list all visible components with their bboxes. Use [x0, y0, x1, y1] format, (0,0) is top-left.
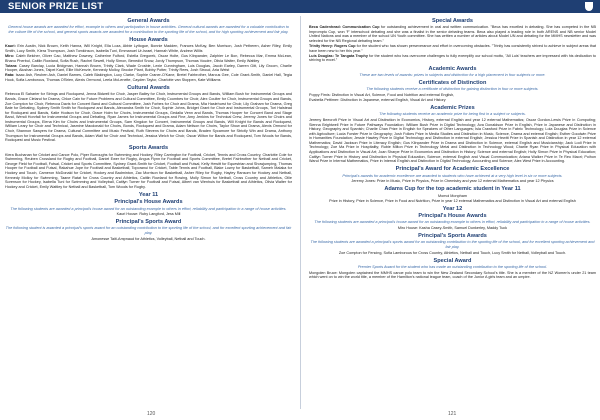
sports-awards-section [5, 145, 292, 189]
house-name: Totara: [5, 63, 18, 68]
house-name: Kauri: [5, 44, 16, 49]
award-name: Beca Cadenhead: Communication Cup [309, 25, 380, 30]
section-heading: Year 11 [138, 191, 159, 198]
house-name: Miro: [5, 53, 15, 58]
house-recipients: Erin Austin, Nick Brown, Keith Hanna, Will Knight, Ella Loza, Abbie Lyttogue, Bonnie Madden, Frances McKay, Ben Morrison, Josh Petheren, Asher Riley, Emily Smith, Lucy Smith, Kiera Thompson, Josh Tomkinson, Isabella Tuni, Emmanuel Ur-Israel, Hannah White, Andrew Willis [5, 44, 292, 53]
adams-cup-section [309, 186, 596, 203]
section-heading: Cultural Awards [127, 85, 170, 92]
year-11-section [5, 192, 292, 217]
general-awards-section [5, 18, 292, 34]
subsection-heading: Principal's House Awards [418, 213, 487, 220]
cultural-recipients: Rebecca El Saharier for Strings and Rockquest, Jenna Bidwell for Choir, Jasper Bailey for Choir, Instrumental Groups and Bands, William Bush for Instrumental Groups and Bands, Grace Cleland for Drama, Chloe Cain for Future Problems and Cultural Committee, Emily Coombes for Choir, Alex Coulter for Choir, Instrumental Groups and Bands, Zoe Compton for Choir, Rebecca Davis for Concert Band and Cultural Committee, Josh Forbes for Choir and Drama, Mia Haslehurst for Choir, Lily Graham for Drama, Greg Bate for Debating, Sydney Smith Smith for Rockquest and Bands, Alexandra Smith for Choir, Sophie Johns, Bridget Grant for Choir and Instrumental Groups, Tori Halstead for Rockquest and Bands, Katie Hodson for Choir, Grace Holm for Choirs, Instrumental Groups, Gedalia Venn and Bands, Thomas Hooper for Concert Band and Stage Band, Wendi Horvfall for Instrumental Groups and Debating, Ryan James for Instrumental Groups and Fine, Amy Jenkins for Technical Crew, Jeremy Jones for Choirs and Instrumental Groups, Elena Kim for Choirs and Instrumental Groups, Sam Kingdon for Concert, Instrumental Groups and Bands, Will Knight for Bands and Rockquest, William Leary for Choir and Technical, Jasmine Macdonald for Choirs, Bonds, Rockquest and Drama, Adam Neilson for Choirs, Taylor Show and Drama, Alexis Ormond for Choir, Shannon Sawyers for Drama, Cultural Committee and Music Festival, Ruth Stevens for Choirs and Bands, Braden Sycamore for Strictly Win and Drama, Anthony Thompson for Instrumental Groups and Bands, Adam Wall for Choir and Technical, Jessica Welch for Choir, Oscar Wilton for Bands and Rockquest, Tom Woods for Bands, Rockquest and Music Festival. [5, 92, 292, 143]
house-award-recipients: Miro House: Kasha Casey-Smith, Samuel Dunkerley, Maddy Tuck [397, 226, 508, 230]
section-heading: House Awards [129, 36, 168, 43]
section-intro: Principal's awards for academic excellence are awarded to students who have achieved at a very high level in six or more subjects. [342, 173, 563, 178]
special-award-2 [309, 44, 596, 53]
academic-awards-section [309, 66, 596, 78]
special-award-citation: Mongolen Bruce: Mongolen captained the MMHS canoe polo team to win the New Zealand Secondary School's title. She is a member of the NZ Women's under 21 team which went on to win the world title, a member of the Hamilton's national league team, coach of the Junior A girls team and an umpire. [309, 270, 596, 280]
section-intro: The following students are awarded a principal's house award for an outstanding example to others in effort, reliability and participation in a range of house activities. [10, 206, 287, 211]
sports-award-recipient: Amonesse Taiti-Ampnaud for Athletics, Volleyball, Netball and Touch. [91, 236, 206, 241]
certificates-section [309, 80, 596, 103]
section-heading: Special Awards [431, 18, 474, 24]
page-title: SENIOR PRIZE LIST [8, 1, 104, 12]
section-heading: Special Award [433, 257, 472, 264]
section-heading: Academic Prizes [430, 105, 475, 112]
year-12-section [309, 206, 596, 231]
section-heading: Principal's Award for Academic Excellence [395, 166, 510, 173]
cultural-awards-section [5, 85, 292, 143]
section-intro: The following students are awarded a principal's house award for an outstanding example to others in effort, reliability and participation in a range of house activities. [314, 220, 591, 225]
excellence-recipient: Jeremy Jones: Prize in Music, Prize in Physics, Prize in Chemistry and year 12 external Mathematics and year 12 Physics [351, 179, 554, 184]
house-miro [5, 54, 292, 63]
special-award-3 [309, 54, 596, 63]
subsection-heading: Principal's House Awards [114, 199, 183, 206]
house-recipients: Isaac Ash, Reuben Ash, Daniel Barnes, Caleb Blakington, Lucy Clarke, Sophie Craner-O'Kane, Bretel Fairbrother, Marcus Gee, Cole Grant-Smith, Daniel Hall, Tegia Hook, Sofia Lamborous, Thomas O'Brien, Alexis Orrmond, Leela McLenelte, Cayden Taylor, Charlotte van Stoppen, Kate Williams [5, 73, 292, 82]
house-award-recipients: Kauri House: Ruby Langford, Jess Mill [116, 212, 181, 217]
house-name: Rata: [5, 73, 15, 78]
award-citation: for the student who has overcome challenges to fully exemplify our school motto, "All Luis' teachers are impressed with his dedication to striving to excel." [309, 53, 596, 63]
adams-cup-citation: Prize in History, Prize in Science, Prize in Food and Nutrition, Prize in year 12 external Mathematics and Distinction in Visual Art and external English [329, 198, 576, 203]
school-crest-icon [585, 2, 593, 11]
title-banner [0, 0, 600, 13]
section-heading: Year 12 [442, 205, 463, 212]
section-heading: Principal's Sports Awards [418, 233, 487, 240]
section-heading: General Awards [127, 18, 170, 24]
adams-cup-recipient: Momoi Monpham [438, 193, 467, 198]
award-citation: for the student who has shown perseverance and effort in overcoming obstacles. "Trinity has consistently strived to achieve in subject areas that have been new to her this year." [309, 44, 596, 53]
award-name: Luis Douglas: Te Tangata Trophy [309, 53, 368, 58]
special-award-1 [309, 25, 596, 43]
award-name: Trinity Henry: Rogers Cup [309, 44, 356, 49]
certificate-recipient: Poppy Fimis: Distinction in Visual Art, Science, Food and Nutrition and external English, [309, 92, 455, 97]
academic-prizes-section [309, 105, 596, 164]
house-recipients: Casey Barclay, Lucia Bridgman, Hannah Brown, Trinity Clark, Wade Crosbie, Lexie Cunningham, Luis Douglas, Jacob Earley, Darren Gitt, Lily Groom, Charlie Hooper, Alushan Jones, Taipei Kant, Ellie McKenzie, Kennedy Molloy, Brooke Plant, Bobby Potter, Trinity Rees, Josh Stroud, Aria Weist [5, 63, 292, 73]
house-totara [5, 64, 292, 73]
section-intro: The following student is awarded a principal's sports award for an outstanding contribution to the sporting life of the school, and for excellent sporting achievement and fair play. [5, 226, 292, 236]
house-awards-section [5, 37, 292, 83]
section-heading: Adams Cup for the top academic student in Year 11 [384, 186, 521, 193]
sports-award-recipients: Zoe Compton for Fencing, Sofia Lamborous for Cross Country, Athletics, Netball and Touch, Lucy Smith for Netball, Volleyball and Touch. [338, 250, 567, 255]
sports-recipients: Kiera Buchanan for Cricket and Canoe Polo, Piper Burroughs for Swimming and Hockey, Riley Carrington for Football, Cricket, Tennis and Cross Country, Charlotte Cole for Swimming, Reuben Crossland for Rugby and Football, Daniel Ewer for Rugby, Angus Flynn for Football and Sports Committee, Bretel Fairbrother for Netball and Cricket, George Field for Football, Futsal, Cricket and Sports Committee, Sydney Grant-Smith for Cricket, Football and Futsal, Kelly Hewitt for Equestrian and Showjumping, Thomas Hooper for Football and Futsal, Rakahue Jope for Football and Basketball, Toporanui for Cricket, Table Tennis and Football, Blake Lowry for Basketball, Sameh Malaka for Hockey and Touch, Cameron McDonald for Cricket, Hockey and Badminton, Zac Morrison for Basketball, Asher Riley for Rugby, Hayley Ransom for Hockey and Netball, Kennedy Molloy for Swimming, Taane Ratat for Cross Country and Athletics, Caitlin Rowland for Rowing, Molly Simon for Netball, Cross Country and Athletics, Ollie Sorenson for Hockey, Isabella Tuni for Swimming and Volleyball, Caitlyn Turner for Football and Futsal, Albert van Wenhuis for Basketball and Athletics, Olivia Walter for Hockey and Cricket, Emily Wattley for Netball and Basketball, Tom Woods for Rugby. [5, 152, 292, 189]
year-11-sports-section [5, 219, 292, 241]
section-heading: Certificates of Distinction [418, 79, 487, 86]
left-column [5, 18, 292, 404]
section-intro: General house awards are awarded for effort, example to others and participation in house activities. General cultural awards are awarded for a valuable contribution to the culture life of the school, and general sports awards are awarded for a contribution to the sporting life of the school, and for high sporting achievement and fair play. [8, 25, 289, 34]
year-12-sports-section [309, 233, 596, 255]
prize-recipients: Jeremy Beecroft Prize in Visual Art and Distinction in Economics, History, external English and year 12 external Mathematics; Oscar Gordon-Lewis Prize in Computing; Sienna Brightwell Prize in Future Pathways Foundation; William Bush Prize in Digital Technology; Ava Donaldson Prize in English, Prize in Japanese and Distinction in History, Geography and Spanish; Charlie Chan Prize in English for Speakers of Other Languages; Isla Crawford Prize in Fabric Technology; Lola Douglas Prize in Science with Agriculture; Lucia Forster Prize in Geography; Josh Folkes Prize in Media Studies and Distinction in Music, Science, Drama and external English; Esther Goodwin Prize in Humanities Foundation; Jessie Hawley Prize in Digital Technology and Distinction in external English; Jessica Hewitt Prize in Spanish and Distinction in year 12 external Mathematics; David Jackson Prize in Literacy English; Gus Klinpander Prize in Drama and Distinction in Science, external English and Musicianship; Jack Lodi Prize in Technology; Zoe Ma Prize in Hospitality; Rubie Milton Prize in Technology Metal and Distinction in Technology Wood; Charlie Ryan Prize in Physical Education with Applications and Distinction in Visual Art; Joan Sharpe Prize in Economics and Distinction in History, Science and external English; Holly Simon Prize in Physical Education; Caitlyn Turner Prize in History and Distinction in Physical Education, Science, external English and Visual Communication; Ariana Walker Prize in Te Reo Maori; Poihon Wand Prize in Internal Mathematics, Prize in Internal English and Distinction in Digital Technology, Accounting and Science; Alex West Prize in Accounting. [309, 117, 596, 164]
special-awards-section [309, 18, 596, 63]
page-number-left: 120 [147, 411, 156, 417]
year-12-special-section [309, 258, 596, 280]
section-heading: Academic Awards [428, 65, 477, 72]
page-number-right: 121 [448, 411, 457, 417]
section-intro: The following students receive a certificate of distinction for gaining distinction in four or more subjects. [366, 87, 539, 92]
section-intro: Premier Sports Award for the student who has made an outstanding contribution to the sporting life of the school. [357, 264, 548, 269]
column-divider [300, 16, 301, 409]
section-intro: These are two levels of awards: prizes in subjects and distinction for a high placement in four subjects or more. [359, 72, 546, 77]
section-heading: Principal's Sports Award [115, 219, 182, 226]
right-column [309, 18, 596, 404]
academic-excellence-section [309, 166, 596, 183]
section-intro: The following students are awarded a principal's sports award for an outstanding contribution to the sporting life of the school, and for excellent sporting achievement and fair play. [310, 240, 595, 249]
house-recipients: Caleb Belcher, Oliver Cao, Matthew Downey, Catherine Fulford, Estella Gregorek, Oscar Holte, Gus Klinpander, Zalphier Le Bon, Rebecca Mar, Emma McLean, Bhanu Pherbul, Caitlin Rowland, Sofia Rush, Rachel Sewell, Holly Simon, Benedict Snow, Jordy Thompson, Thomas Voudre, Olivia Walter, Emily Wattley [5, 53, 292, 63]
house-rata [5, 73, 292, 82]
award-citation: for outstanding achievement in oral and written communication. "Beca has excelled in debating. She has competed in the NB Impromptu Cup, won 'F' interschool debating and she was a finalist in the senior debating teams. Beca also played a leading role in both ARENS and NB senior Model United Nations and was a member of the school UN Youth committee. She has written a number of articles about Model UN and debating for the MMHS newsletter and was selected for the NB Regional debating team." [309, 25, 596, 44]
certificate-recipient: Evabella Pettimer: Distinction in Japanese, external English, Visual Art and History [309, 97, 446, 102]
house-kauri [5, 44, 292, 53]
section-heading: Sports Awards [128, 145, 169, 152]
section-intro: The following students receive an academic prize for being first in a subject or subjects. [379, 112, 526, 117]
